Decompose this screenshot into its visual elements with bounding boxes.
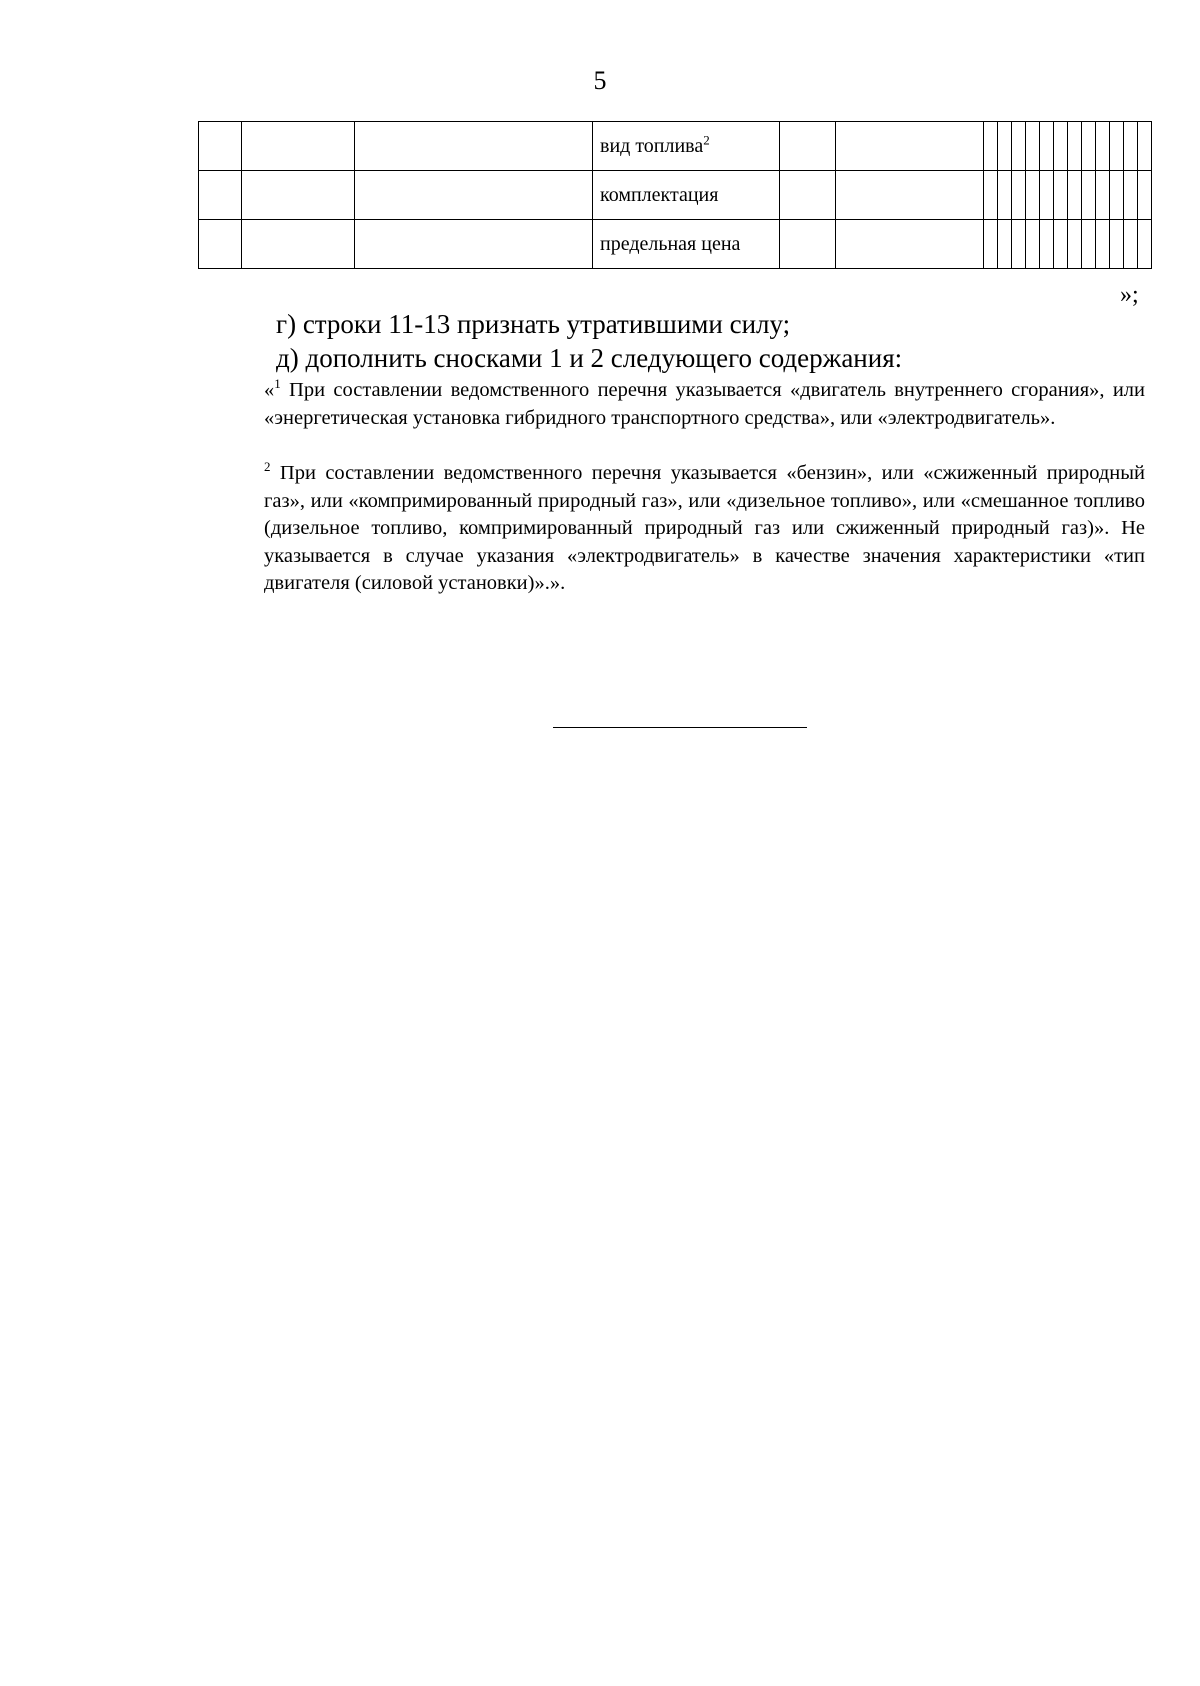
table-cell <box>199 171 242 220</box>
table-cell <box>1026 220 1040 269</box>
table-cell <box>1082 122 1096 171</box>
table-cell <box>1096 220 1110 269</box>
table-cell <box>780 171 836 220</box>
table-cell <box>1040 171 1054 220</box>
footnote-1-text: При составлении ведомственного перечня указывается «двигатель внутреннего сгорания», или «энергетическая установка гибридного транспортного средства», или «электродвигатель». <box>264 379 1145 429</box>
footnote-2-text: При составлении ведомственного перечня указывается «бензин», или «сжиженный природный газ», или «компримированный природный газ», или «дизельное топливо», или «смешанное топливо (дизельное топливо, компримированный природный газ или сжиженный природный газ)». Не указывается в случае указания «электродвигатель» в качестве значения характеристики «тип двигателя (силовой установки)».». <box>264 462 1145 594</box>
table-row <box>199 220 1152 269</box>
characteristic-label-text: предельная цена <box>600 232 741 255</box>
table-cell <box>984 220 998 269</box>
table-cell <box>1138 220 1152 269</box>
table-cell <box>1110 171 1124 220</box>
table-cell <box>1026 122 1040 171</box>
table-cell <box>1082 171 1096 220</box>
table-cell <box>242 220 355 269</box>
footnote-1 <box>205 377 1145 432</box>
table-cell <box>1040 122 1054 171</box>
table-cell <box>836 171 984 220</box>
characteristic-label <box>593 171 780 220</box>
end-separator-line <box>553 727 807 728</box>
table-cell <box>780 220 836 269</box>
footnote-1-open-quote: « <box>264 379 275 401</box>
footnote-2-mark: 2 <box>264 459 271 475</box>
table-cell <box>1124 122 1138 171</box>
item-d: д) дополнить сносками 1 и 2 следующего содержания: <box>276 343 903 373</box>
characteristic-label <box>593 220 780 269</box>
table-cell <box>984 171 998 220</box>
table-cell <box>1124 171 1138 220</box>
table-cell <box>1012 220 1026 269</box>
table-row <box>199 171 1152 220</box>
footnote-reference: 2 <box>703 131 710 147</box>
table-cell <box>199 122 242 171</box>
table-cell <box>242 171 355 220</box>
table-cell <box>1068 220 1082 269</box>
table-cell <box>1110 220 1124 269</box>
footnote-2 <box>205 460 1145 598</box>
table-cell <box>1082 220 1096 269</box>
table-cell <box>1054 220 1068 269</box>
table-cell <box>242 122 355 171</box>
table-cell <box>1096 122 1110 171</box>
table-cell <box>1026 171 1040 220</box>
table-cell <box>780 122 836 171</box>
table-cell <box>984 122 998 171</box>
page-number: 5 <box>593 66 607 95</box>
item-g: г) строки 11-13 признать утратившими силу; <box>276 309 791 339</box>
table-cell <box>998 220 1012 269</box>
table-cell <box>1096 171 1110 220</box>
table-cell <box>1012 171 1026 220</box>
table-cell <box>1054 122 1068 171</box>
table-cell <box>1068 122 1082 171</box>
table-row <box>199 122 1152 171</box>
table-cell <box>1012 122 1026 171</box>
table-cell <box>1138 122 1152 171</box>
table-cell <box>836 122 984 171</box>
characteristic-label <box>593 122 780 171</box>
closing-quote: »; <box>1120 282 1139 308</box>
footnote-1-mark: 1 <box>274 376 281 392</box>
table-cell <box>1124 220 1138 269</box>
table-cell <box>355 171 593 220</box>
table-cell <box>1068 171 1082 220</box>
characteristic-label-text: комплектация <box>600 183 719 206</box>
table-cell <box>355 122 593 171</box>
table-cell <box>1110 122 1124 171</box>
table-cell <box>998 171 1012 220</box>
table-cell <box>836 220 984 269</box>
characteristic-label-text: вид топлива <box>600 134 704 157</box>
table-cell <box>1040 220 1054 269</box>
table-cell <box>998 122 1012 171</box>
table-cell <box>1138 171 1152 220</box>
table-cell <box>355 220 593 269</box>
table-cell <box>1054 171 1068 220</box>
table-cell <box>199 220 242 269</box>
characteristics-table <box>198 121 1152 269</box>
